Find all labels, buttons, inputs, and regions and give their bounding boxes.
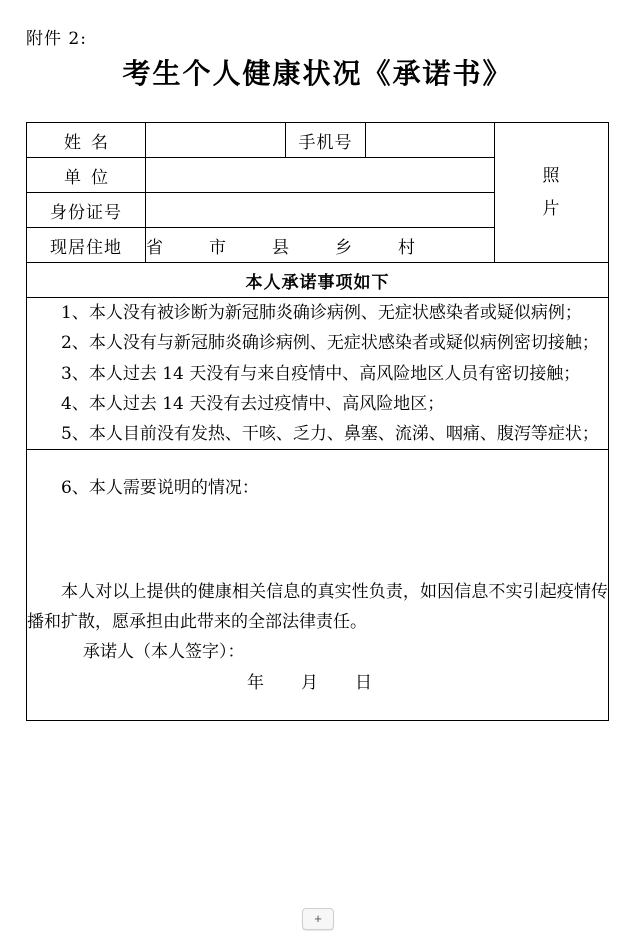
commitment-item-3: 3、本人过去 14 天没有与来自疫情中、高风险地区人员有密切接触； [61, 363, 581, 384]
id-number-label: 身份证号 [27, 193, 146, 228]
address-unit-village: 村 [398, 237, 416, 258]
add-button[interactable]: + [302, 908, 334, 930]
address-unit-township: 乡 [335, 237, 353, 258]
commitment-item-4: 4、本人过去 14 天没有去过疫情中、高风险地区； [61, 393, 445, 414]
signature-label[interactable]: 承诺人（本人签字）： [83, 642, 245, 663]
photo-label-line1: 照 [542, 166, 561, 187]
address-unit-province: 省 [146, 237, 164, 258]
unit-label: 单位 [27, 158, 146, 193]
address-value-field[interactable] [146, 228, 495, 263]
commitment-section-title: 本人承诺事项如下 [27, 263, 609, 298]
date-year-label: 年 [247, 672, 265, 693]
date-line[interactable] [27, 668, 608, 698]
date-day-label: 日 [355, 672, 373, 693]
commitment-item-1: 1、本人没有被诊断为新冠肺炎确诊病例、无症状感染者或疑似病例； [61, 303, 582, 323]
phone-label: 手机号 [286, 123, 366, 158]
photo-placeholder-cell[interactable] [495, 123, 609, 263]
id-number-value-field[interactable] [146, 193, 495, 228]
table-row [27, 123, 609, 158]
notes-and-signature-cell[interactable] [27, 450, 609, 721]
table-row [27, 450, 609, 721]
attachment-label: 附件 2: [26, 29, 87, 49]
date-month-label: 月 [301, 672, 319, 693]
commitment-items-cell [27, 298, 609, 450]
table-row [27, 298, 609, 450]
commitment-item-2: 2、本人没有与新冠肺炎确诊病例、无症状感染者或疑似病例密切接触； [61, 333, 599, 354]
phone-value-field[interactable] [366, 123, 495, 158]
commitment-item-5: 5、本人目前没有发热、干咳、乏力、鼻塞、流涕、咽痛、腹泻等症状； [61, 424, 599, 444]
unit-value-field[interactable] [146, 158, 495, 193]
declaration-paragraph: 本人对以上提供的健康相关信息的真实性负责，如因信息不实引起疫情传播和扩散，愿承担由此带来的全部法律责任。 [27, 581, 608, 633]
page-title: 考生个人健康状况《承诺书》 [122, 57, 513, 90]
address-label: 现居住地 [27, 228, 146, 263]
name-value-field[interactable] [146, 123, 286, 158]
name-label: 姓名 [27, 123, 146, 158]
photo-label-line2: 片 [542, 198, 561, 219]
address-unit-county: 县 [272, 237, 290, 258]
commitment-item-6: 6、本人需要说明的情况： [61, 477, 259, 498]
health-commitment-form [26, 122, 609, 721]
notes-writing-area[interactable] [27, 503, 608, 577]
address-unit-city: 市 [209, 237, 227, 258]
table-row [27, 263, 609, 298]
